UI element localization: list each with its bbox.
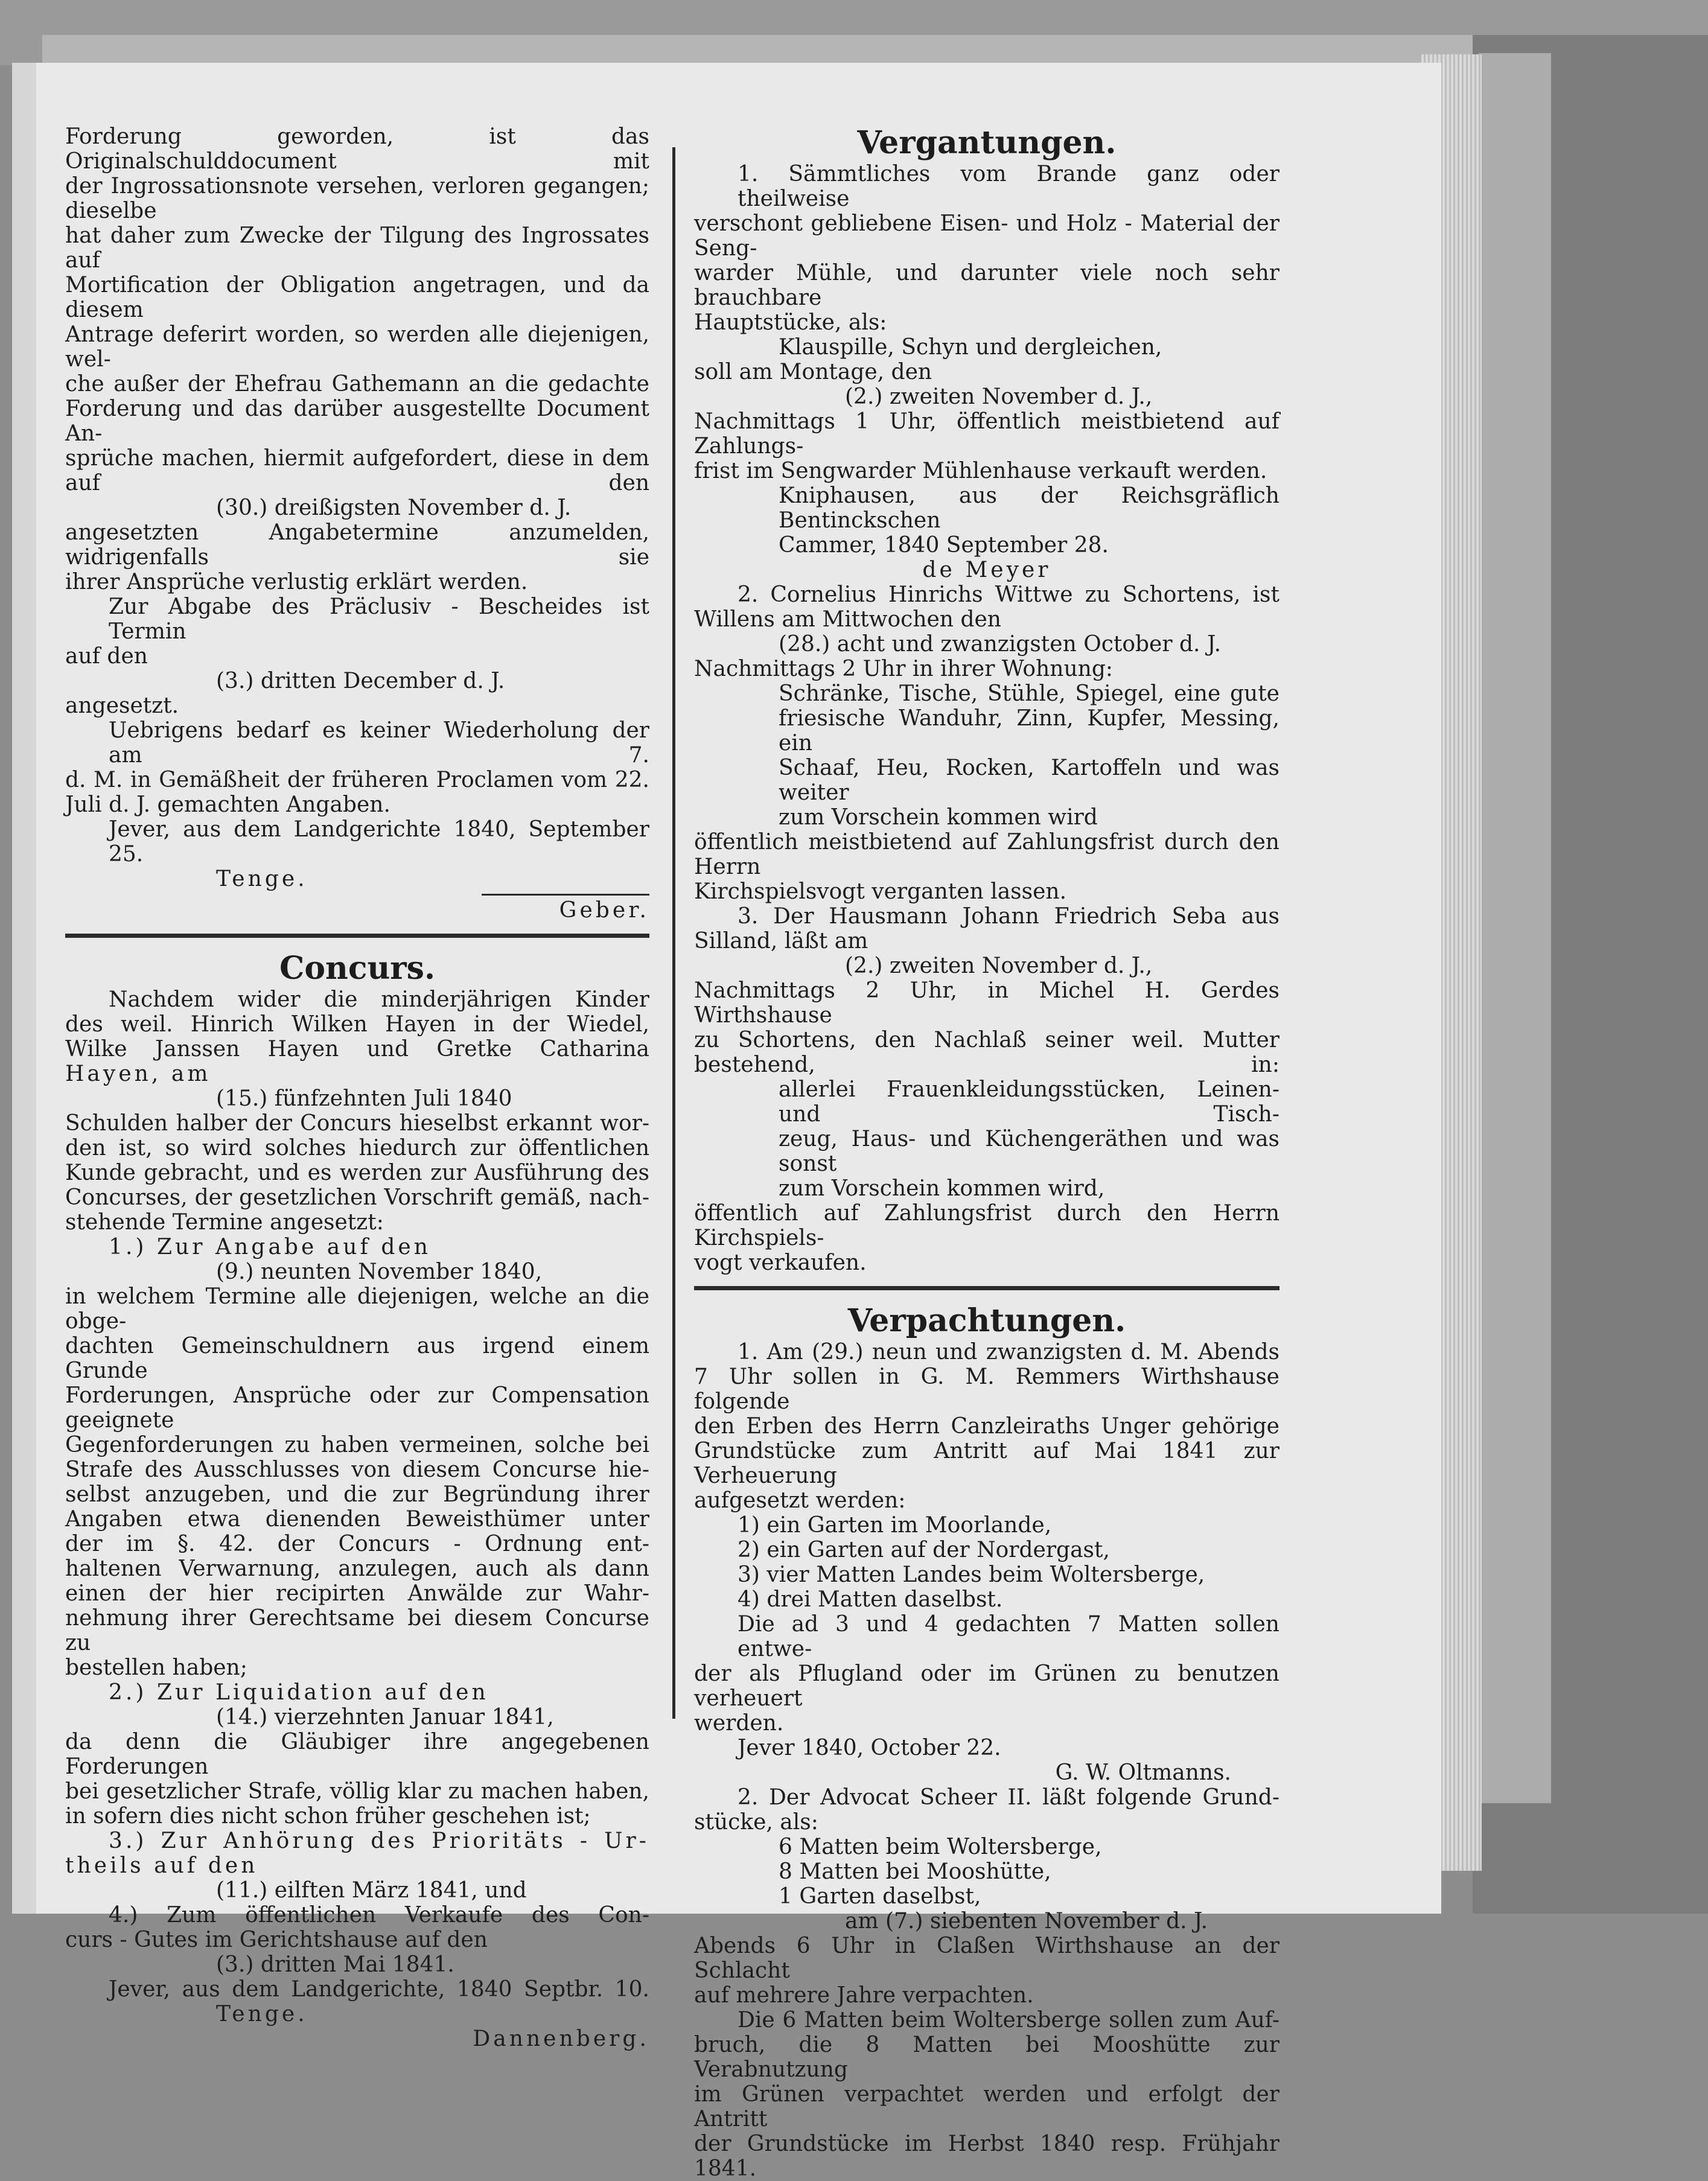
text-line: zum Vorschein kommen wird, bbox=[779, 1176, 1105, 1201]
text-line: allerlei Frauenkleidungsstücken, Leinen- und Tisch- bbox=[779, 1077, 1279, 1127]
text-line: Nachdem wider die minderjährigen Kinder bbox=[109, 987, 649, 1012]
text-line: Antrage deferirt worden, so werden alle diejenigen, wel- bbox=[65, 322, 649, 372]
text-line: werden. bbox=[694, 1711, 784, 1736]
text-line: in welchem Termine alle diejenigen, welche an die obge- bbox=[65, 1284, 649, 1334]
text-line: che außer der Ehefrau Gathemann an die gedachte bbox=[65, 372, 649, 396]
signature-rule bbox=[482, 894, 649, 896]
text-line: Juli d. J. gemachten Angaben. bbox=[65, 792, 390, 817]
book-cover-edge bbox=[1473, 35, 1708, 1914]
text-line: Concurses, der gesetzlichen Vorschrift gemäß, nach- bbox=[65, 1185, 649, 1210]
text-line: 3. Der Hausmann Johann Friedrich Seba aus bbox=[738, 904, 1279, 929]
text-line: der Ingrossationsnote versehen, verloren gegangen; dieselbe bbox=[65, 174, 649, 223]
list-item: 1) ein Garten im Moorlande, bbox=[738, 1513, 1052, 1538]
text-line: dachten Gemeinschuldnern aus irgend einem Grunde bbox=[65, 1334, 649, 1383]
text-line: sprüche machen, hiermit aufgefordert, diese in dem auf den bbox=[65, 446, 649, 495]
text-line: Angaben etwa dienenden Beweisthümer unter bbox=[65, 1507, 649, 1532]
text-line: Forderung geworden, ist das Originalschulddocument mit bbox=[65, 124, 649, 174]
date-line: (9.) neunten November 1840, bbox=[216, 1259, 543, 1284]
signature-name: Tenge. bbox=[216, 2002, 308, 2027]
text-line: vogt verkaufen. bbox=[694, 1250, 867, 1275]
list-item: 1 Garten daselbst, bbox=[779, 1884, 981, 1909]
book-top-grain bbox=[42, 35, 1539, 65]
text-line: öffentlich auf Zahlungsfrist durch den Herrn Kirchspiels- bbox=[694, 1201, 1279, 1250]
text-line: zu Schortens, den Nachlaß seiner weil. Mutter bestehend, in: bbox=[694, 1028, 1279, 1077]
text-line: Schränke, Tische, Stühle, Spiegel, eine gute bbox=[779, 681, 1279, 706]
text-line: im Grünen verpachtet werden und erfolgt der Antritt bbox=[694, 2082, 1279, 2132]
list-item: 4) drei Matten daselbst. bbox=[738, 1587, 1003, 1612]
text-line: Nachmittags 2 Uhr in ihrer Wohnung: bbox=[694, 657, 1114, 681]
text-line: verschont gebliebene Eisen- und Holz - Material der Seng- bbox=[694, 211, 1279, 261]
date-line: (11.) eilften März 1841, und bbox=[216, 1878, 527, 1903]
date-line: (30.) dreißigsten November d. J. bbox=[216, 495, 572, 520]
left-column bbox=[65, 124, 649, 2051]
date-line: am (7.) siebenten November d. J. bbox=[845, 1909, 1208, 1934]
text-line: warder Mühle, und darunter viele noch sehr brauchbare bbox=[694, 261, 1279, 310]
book-cover-inner bbox=[1479, 53, 1551, 1803]
text-line: 2. Der Advocat Scheer II. läßt folgende Grund- bbox=[738, 1785, 1279, 1810]
text-line: Nachmittags 1 Uhr, öffentlich meistbietend auf Zahlungs- bbox=[694, 409, 1279, 459]
date-line: (28.) acht und zwanzigsten October d. J. bbox=[779, 632, 1222, 657]
text-line: soll am Montage, den bbox=[694, 360, 932, 384]
text-line: nehmung ihrer Gerechtsame bei diesem Concurse zu bbox=[65, 1606, 649, 1655]
term-heading: 3.) Zur Anhörung des Prioritäts - Ur- bbox=[109, 1829, 649, 1853]
place-date-line: Jever, aus dem Landgerichte, 1840 Septbr. 10. bbox=[109, 1977, 649, 2002]
signature-name: Dannenberg. bbox=[473, 2027, 649, 2051]
text-line: angesetzten Angabetermine anzumelden, widrigenfalls sie bbox=[65, 520, 649, 570]
date-line: (3.) dritten December d. J. bbox=[216, 669, 505, 693]
text-line: Kunde gebracht, und es werden zur Ausführung des bbox=[65, 1161, 649, 1185]
text-line: Schulden halber der Concurs hieselbst erkannt wor- bbox=[65, 1111, 649, 1136]
list-item: 3) vier Matten Landes beim Woltersberge, bbox=[738, 1562, 1205, 1587]
section-heading-vergantungen: Vergantungen. bbox=[857, 124, 1117, 161]
right-column bbox=[694, 124, 1279, 2181]
signature-name: Tenge. bbox=[216, 867, 308, 891]
text-line: da denn die Gläubiger ihre angegebenen Forderungen bbox=[65, 1730, 649, 1779]
text-line: hat daher zum Zwecke der Tilgung des Ingrossates auf bbox=[65, 223, 649, 273]
date-line: (3.) dritten Mai 1841. bbox=[216, 1952, 454, 1977]
text-line: ihrer Ansprüche verlustig erklärt werden. bbox=[65, 570, 528, 594]
section-heading-concurs: Concurs. bbox=[279, 950, 436, 987]
text-line: Willens am Mittwochen den bbox=[694, 607, 1001, 632]
place-date-line: Jever 1840, October 22. bbox=[738, 1736, 1001, 1760]
text-line: 1. Sämmtliches vom Brande ganz oder theilweise bbox=[738, 162, 1279, 211]
section-rule bbox=[694, 1286, 1279, 1290]
date-line: (15.) fünfzehnten Juli 1840 bbox=[216, 1086, 512, 1111]
text-line: aufgesetzt werden: bbox=[694, 1488, 906, 1513]
section-heading-verpachtungen: Verpachtungen. bbox=[847, 1302, 1126, 1339]
list-item: 2) ein Garten auf der Nordergast, bbox=[738, 1538, 1110, 1562]
text-line: in sofern dies nicht schon früher geschehen ist; bbox=[65, 1804, 591, 1829]
text-line: Mortification der Obligation angetragen, und da diesem bbox=[65, 273, 649, 322]
text-line: den ist, so wird solches hiedurch zur öffentlichen bbox=[65, 1136, 649, 1161]
text-line: angesetzt. bbox=[65, 693, 179, 718]
place-date-line: Kniphausen, aus der Reichsgräflich Bentinckschen bbox=[779, 483, 1279, 533]
text-line: selbst anzugeben, und die zur Begründung ihrer bbox=[65, 1482, 649, 1507]
text-line: Klauspille, Schyn und dergleichen, bbox=[779, 335, 1162, 360]
text-line: Die 6 Matten beim Woltersberge sollen zum Auf- bbox=[738, 2008, 1279, 2033]
date-line: (14.) vierzehnten Januar 1841, bbox=[216, 1705, 554, 1730]
text-line: 1. Am (29.) neun und zwanzigsten d. M. Abends bbox=[738, 1340, 1279, 1364]
text-line: auf den bbox=[65, 644, 148, 669]
text-line: stücke, als: bbox=[694, 1810, 818, 1835]
signature-name: Geber. bbox=[559, 898, 649, 923]
date-line: (2.) zweiten November d. J., bbox=[845, 954, 1153, 978]
list-item: 8 Matten bei Mooshütte, bbox=[779, 1859, 1051, 1884]
page-gutter-shadow bbox=[12, 63, 36, 1914]
text-line: bruch, die 8 Matten bei Mooshütte zur Verabnutzung bbox=[694, 2033, 1279, 2082]
text-line: den Erben des Herrn Canzleiraths Unger gehörige bbox=[694, 1414, 1279, 1439]
text-line: Wilke Janssen Hayen und Gretke Catharina bbox=[65, 1037, 649, 1062]
text-line: d. M. in Gemäßheit der früheren Proclamen vom 22. bbox=[65, 768, 649, 792]
text-line: haltenen Verwarnung, anzulegen, auch als dann bbox=[65, 1556, 649, 1581]
place-date-line: Jever, aus dem Landgerichte 1840, September 25. bbox=[109, 817, 649, 867]
signature-name: G. W. Oltmanns. bbox=[1055, 1760, 1231, 1785]
text-line: auf mehrere Jahre verpachten. bbox=[694, 1983, 1034, 2008]
text-line: theils auf den bbox=[65, 1853, 258, 1878]
text-line: Silland, läßt am bbox=[694, 929, 868, 954]
text-line: Hauptstücke, als: bbox=[694, 310, 887, 335]
text-line: Hayen, am bbox=[65, 1062, 211, 1086]
text-line: curs - Gutes im Gerichtshause auf den bbox=[65, 1928, 488, 1952]
text-line: bestellen haben; bbox=[65, 1655, 247, 1680]
text-line: 7 Uhr sollen in G. M. Remmers Wirthshause folgende bbox=[694, 1364, 1279, 1414]
text-line: Nachmittags 2 Uhr, in Michel H. Gerdes Wirthshause bbox=[694, 978, 1279, 1028]
term-heading: 4.) Zum öffentlichen Verkaufe des Con- bbox=[109, 1903, 649, 1928]
text-line: stehende Termine angesetzt: bbox=[65, 1210, 384, 1235]
section-rule bbox=[65, 934, 649, 938]
text-line: Kirchspielsvogt verganten lassen. bbox=[694, 879, 1067, 904]
text-line: Strafe des Ausschlusses von diesem Concurse hie- bbox=[65, 1457, 649, 1482]
text-line: Uebrigens bedarf es keiner Wiederholung der am 7. bbox=[109, 718, 649, 768]
text-line: Abends 6 Uhr in Claßen Wirthshause an der Schlacht bbox=[694, 1934, 1279, 1983]
term-heading: 1.) Zur Angabe auf den bbox=[109, 1235, 432, 1259]
text-line: der Grundstücke im Herbst 1840 resp. Frühjahr 1841. bbox=[694, 2132, 1279, 2181]
text-line: Forderungen, Ansprüche oder zur Compensation geeignete bbox=[65, 1383, 649, 1433]
text-line: Zur Abgabe des Präclusiv - Bescheides ist Termin bbox=[109, 594, 649, 644]
text-line: des weil. Hinrich Wilken Hayen in der Wiedel, bbox=[65, 1012, 649, 1037]
term-heading: 2.) Zur Liquidation auf den bbox=[109, 1680, 489, 1705]
text-line: zeug, Haus- und Küchengeräthen und was sonst bbox=[779, 1127, 1279, 1176]
text-line: der als Pflugland oder im Grünen zu benutzen verheuert bbox=[694, 1661, 1279, 1711]
text-line: der im §. 42. der Concurs - Ordnung ent- bbox=[65, 1532, 649, 1556]
text-line: Grundstücke zum Antritt auf Mai 1841 zur Verheuerung bbox=[694, 1439, 1279, 1488]
date-line: (2.) zweiten November d. J., bbox=[845, 384, 1153, 409]
text-line: bei gesetzlicher Strafe, völlig klar zu machen haben, bbox=[65, 1779, 649, 1804]
list-item: 6 Matten beim Woltersberge, bbox=[779, 1835, 1102, 1859]
text-line: 2. Cornelius Hinrichs Wittwe zu Schortens, ist bbox=[738, 582, 1279, 607]
text-line: zum Vorschein kommen wird bbox=[779, 805, 1098, 830]
text-line: frist im Sengwarder Mühlenhause verkauft werden. bbox=[694, 459, 1267, 483]
text-line: öffentlich meistbietend auf Zahlungsfrist durch den Herrn bbox=[694, 830, 1279, 879]
text-line: Forderung und das darüber ausgestellte Document An- bbox=[65, 396, 649, 446]
text-line: Gegenforderungen zu haben vermeinen, solche bei bbox=[65, 1433, 649, 1457]
place-date-line: Cammer, 1840 September 28. bbox=[779, 533, 1109, 558]
text-line: einen der hier recipirten Anwälde zur Wahr- bbox=[65, 1581, 649, 1606]
column-divider bbox=[672, 147, 675, 1719]
text-line: Schaaf, Heu, Rocken, Kartoffeln und was weiter bbox=[779, 756, 1279, 805]
text-line: friesische Wanduhr, Zinn, Kupfer, Messing, ein bbox=[779, 706, 1279, 756]
signature-name: de Meyer bbox=[922, 558, 1051, 582]
text-line: Die ad 3 und 4 gedachten 7 Matten sollen entwe- bbox=[738, 1612, 1279, 1661]
